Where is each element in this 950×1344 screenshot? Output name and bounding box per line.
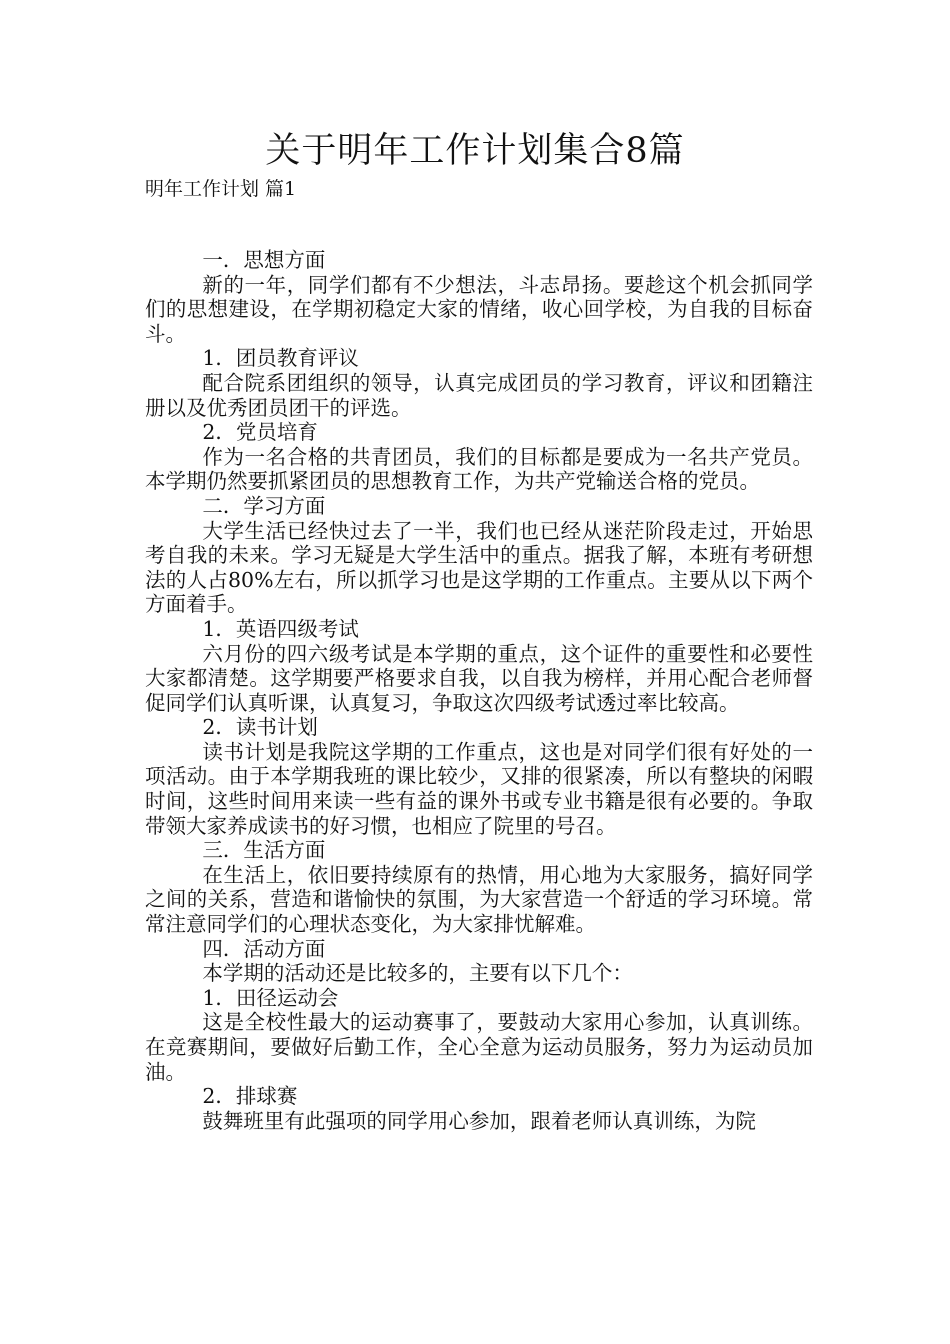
subheading-reading-plan: 2．读书计划 — [202, 715, 318, 740]
section-heading-life: 三．生活方面 — [202, 838, 326, 863]
subheading-league-review: 1．团员教育评议 — [202, 346, 359, 371]
document-subtitle: 明年工作计划 篇1 — [145, 178, 297, 200]
subheading-volleyball: 2．排球赛 — [202, 1084, 298, 1109]
section-heading-thought: 一．思想方面 — [202, 248, 326, 272]
body-paragraph: 大学生活已经快过去了一半，我们也已经从迷茫阶段走过，开始思考自我的未来。学习无疑是大学生活中的重点。据我了解，本班有考研想法的人占80%左右，所以抓学习也是这学期的工作重点。主要从以下两个方面着手。 — [145, 518, 813, 617]
body-paragraph: 在生活上，依旧要持续原有的热情，用心地为大家服务，搞好同学之间的关系，营造和谐愉快的氛围，为大家营造一个舒适的学习环境。常常注意同学们的心理状态变化，为大家排忧解难。 — [145, 862, 813, 937]
body-paragraph: 六月份的四六级考试是本学期的重点，这个证件的重要性和必要性大家都清楚。这学期要严格要求自我，以自我为榜样，并用心配合老师督促同学们认真听课，认真复习，争取这次四级考试透过率比较高。 — [145, 641, 813, 715]
body-paragraph: 读书计划是我院这学期的工作重点，这也是对同学们很有好处的一项活动。由于本学期我班的课比较少，又排的很紧凑，所以有整块的闲暇时间，这些时间用来读一些有益的课外书或专业书籍是很有必要的。争取带领大家养成读书的好习惯，也相应了院里的号召。 — [145, 739, 813, 838]
section-heading-activities: 四．活动方面 — [202, 936, 326, 961]
body-paragraph: 鼓舞班里有此强项的同学用心参加，跟着老师认真训练，为院 — [202, 1108, 756, 1133]
body-paragraph: 这是全校性最大的运动赛事了，要鼓动大家用心参加，认真训练。在竞赛期间，要做好后勤工作，全心全意为运动员服务，努力为运动员加油。 — [145, 1010, 813, 1084]
subheading-track-meet: 1．田径运动会 — [202, 985, 339, 1010]
subheading-party-training: 2．党员培育 — [202, 420, 318, 445]
body-paragraph: 配合院系团组织的领导，认真完成团员的学习教育，评议和团籍注册以及优秀团员团干的评选。 — [145, 370, 813, 420]
body-paragraph: 本学期的活动还是比较多的，主要有以下几个： — [202, 961, 633, 986]
body-paragraph: 作为一名合格的共青团员，我们的目标都是要成为一名共产党员。本学期仍然要抓紧团员的思想教育工作，为共产党输送合格的党员。 — [145, 444, 813, 494]
document-title: 关于明年工作计划集合8篇 — [265, 131, 685, 171]
subheading-english-exam: 1．英语四级考试 — [202, 616, 359, 641]
section-heading-study: 二．学习方面 — [202, 493, 326, 518]
document-body — [145, 248, 813, 1133]
body-paragraph: 新的一年，同学们都有不少想法，斗志昂扬。要趁这个机会抓同学们的思想建设，在学期初稳定大家的情绪，收心回学校，为自我的目标奋斗。 — [145, 272, 813, 346]
